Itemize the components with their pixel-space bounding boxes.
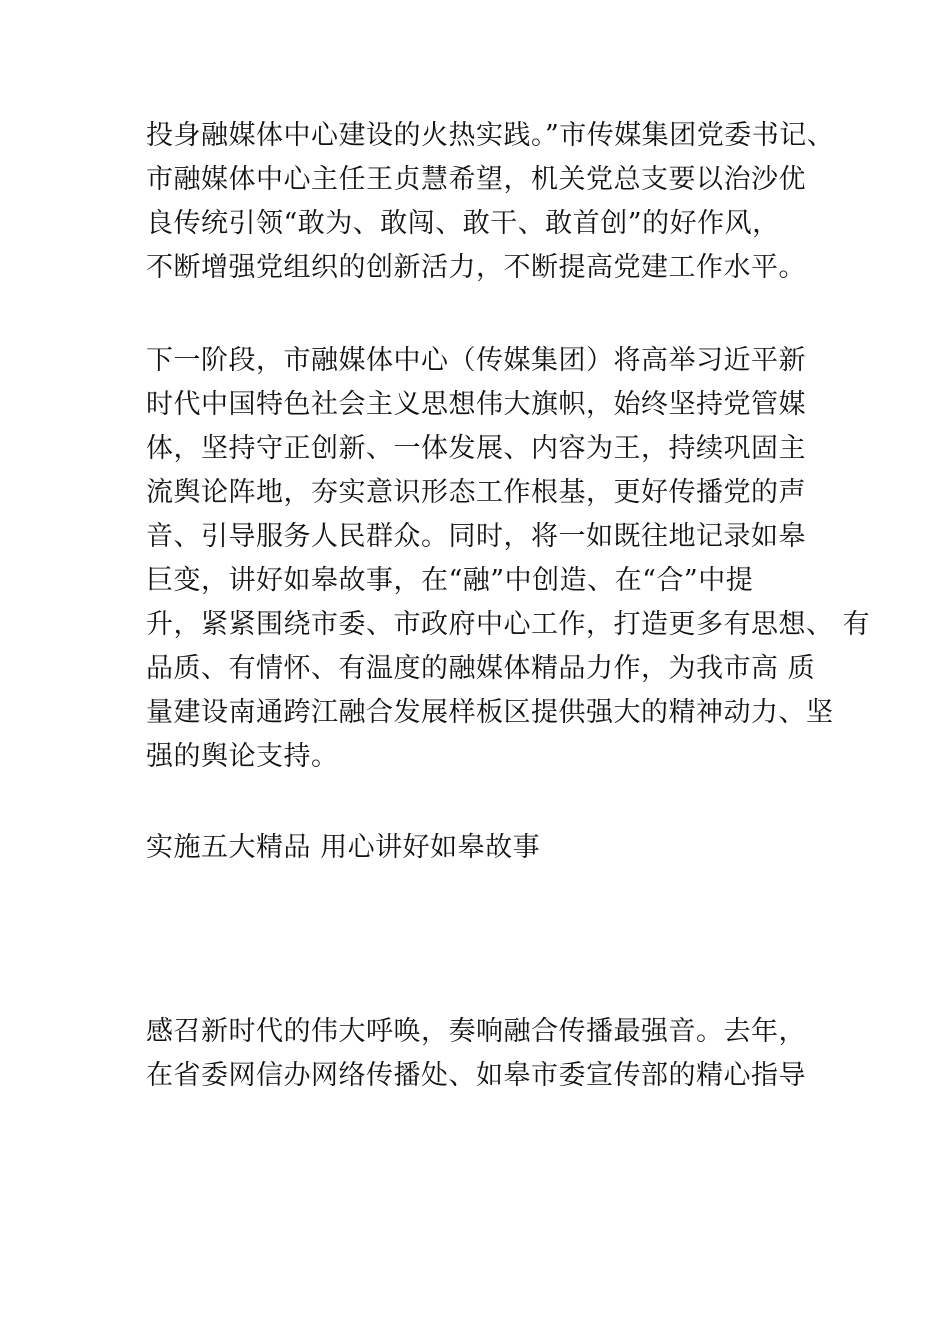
section-heading: 实施五大精品 用心讲好如皋故事 [146, 832, 541, 863]
text-line: 时代中国特色社会主义思想伟大旗帜，始终坚持党管媒 [146, 389, 806, 420]
text-line: 投身融媒体中心建设的火热实践。”市传媒集团党委书记、 [146, 120, 835, 151]
text-line: 在省委网信办网络传播处、如皋市委宣传部的精心指导 [146, 1060, 806, 1091]
text-line: 强的舆论支持。 [146, 741, 339, 772]
text-line: 下一阶段，市融媒体中心（传媒集团）将高举习近平新 [146, 345, 806, 376]
text-line: 品质、有情怀、有温度的融媒体精品力作，为我市高 质 [146, 653, 816, 684]
text-line: 市融媒体中心主任王贞慧希望，机关党总支要以治沙优 [146, 164, 806, 195]
text-line: 感召新时代的伟大呼唤，奏响融合传播最强音。去年， [146, 1016, 806, 1047]
text-line: 量建设南通跨江融合发展样板区提供强大的精神动力、坚 [146, 697, 834, 728]
text-line: 体，坚持守正创新、一体发展、内容为王，持续巩固主 [146, 433, 806, 464]
text-line: 流舆论阵地，夯实意识形态工作根基，更好传播党的声 [146, 477, 806, 508]
text-line: 巨变，讲好如皋故事，在“融”中创造、在“合”中提 [146, 565, 754, 596]
text-line: 不断增强党组织的创新活力，不断提高党建工作水平。 [146, 252, 806, 283]
text-line: 升，紧紧围绕市委、市政府中心工作，打造更多有思想、 有 [146, 609, 871, 640]
text-line: 音、引导服务人民群众。同时，将一如既往地记录如皋 [146, 521, 806, 552]
text-line: 良传统引领“敢为、敢闯、敢干、敢首创”的好作风， [146, 208, 780, 239]
